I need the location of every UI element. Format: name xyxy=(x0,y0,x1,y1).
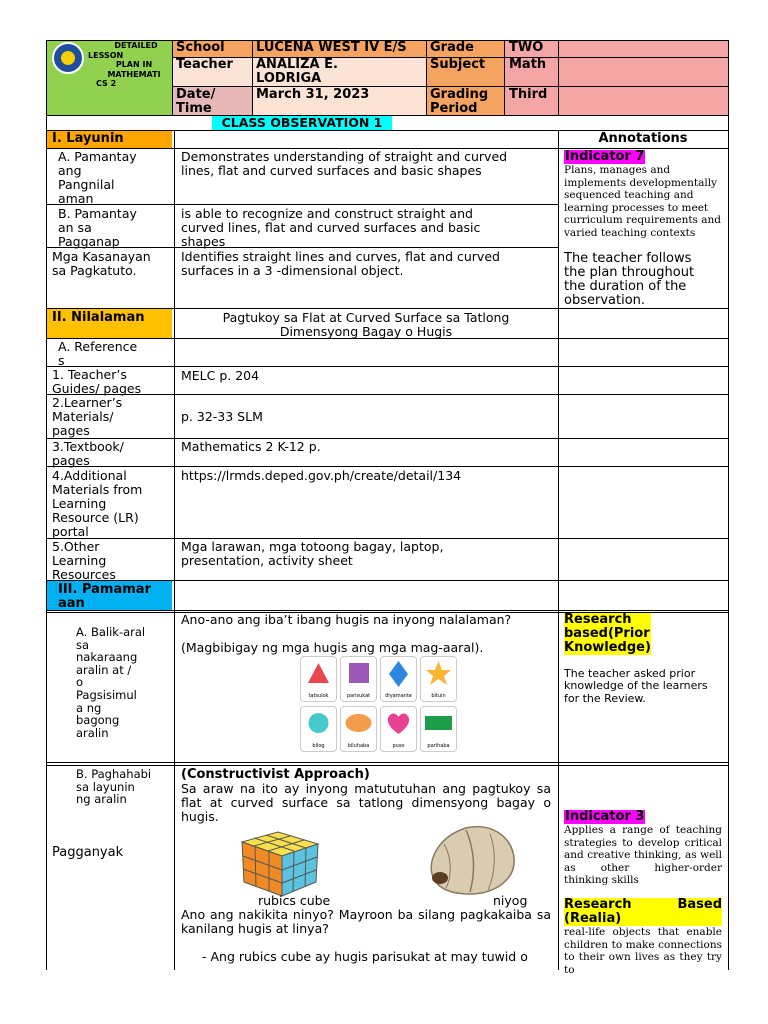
teachers-guides-label: 1. Teacher’s Guides/ pages xyxy=(52,367,142,396)
date-value: March 31, 2023 xyxy=(256,87,370,102)
seal-icon xyxy=(61,51,75,65)
logo-line: MATHEMATI xyxy=(107,69,161,79)
school-value: LUCENA WEST IV E/S xyxy=(256,40,407,55)
nilalaman-topic: Pagtukoy sa Flat at Curved Surface sa Tatlong Dimensyong Bagay o Hugis xyxy=(222,310,510,339)
rubiks-cube-image xyxy=(232,828,324,898)
research-based-prior-knowledge: Research based(Prior Knowledge) xyxy=(564,612,651,655)
logo-line: LESSON xyxy=(88,50,124,60)
prior-knowledge-note: The teacher asked prior knowledge of the learners for the Review. xyxy=(564,667,708,705)
indicator-3-text: Applies a range of teaching strategies to develop critical and creative thinking, as well as other higher-order thinking skills xyxy=(564,824,722,886)
rectangle-icon xyxy=(421,707,456,741)
shape-card-biluhaba xyxy=(340,706,377,752)
logo-text xyxy=(82,41,172,89)
shape-name: parisukat xyxy=(346,693,371,699)
research-based-realia: Research Based (Realia) xyxy=(564,897,722,926)
annotations-heading: Annotations xyxy=(598,131,688,146)
teacher-label: Teacher xyxy=(176,57,233,72)
pamantayan-sa-pagganap-text: is able to recognize and construct straight and curved lines, flat and curved surfaces and basic shapes xyxy=(181,206,481,249)
textbook-value: Mathematics 2 K-12 p. xyxy=(181,439,321,454)
shape-name: parihaba xyxy=(427,743,450,749)
grading-period-label: Grading Period xyxy=(430,87,489,116)
shape-card-parihaba xyxy=(420,706,457,752)
additional-materials-label: 4.Additional Materials from Learning Resource (LR) portal xyxy=(52,468,143,539)
pamantayang-pangnilalaman-text: Demonstrates understanding of straight and curved lines, flat and curved surfaces and basic shapes xyxy=(181,149,508,178)
grading-period-value: Third xyxy=(509,87,548,102)
shape-name: tatsulok xyxy=(308,693,329,699)
realia-text: real-life objects that enable children to make connections to their own lives as they try to xyxy=(564,926,722,976)
extra-header-cell xyxy=(558,40,728,115)
shape-name: puso xyxy=(392,743,405,749)
logo-line: PLAN IN xyxy=(115,60,153,69)
kasanayan-text: Identifies straight lines and curves, flat and curved surfaces in a 3 -dimensional object. xyxy=(181,249,500,278)
indicator-7-badge: Indicator 7 xyxy=(565,149,645,164)
shape-card-tatsulok xyxy=(300,656,337,702)
pagganyak-label: Pagganyak xyxy=(52,845,124,860)
learners-materials-value: p. 32-33 SLM xyxy=(181,409,263,424)
lrmds-link[interactable]: https://lrmds.deped.gov.ph/create/detail/134 xyxy=(181,468,462,483)
other-resources-label: 5.Other Learning Resources xyxy=(52,539,116,582)
shape-name: bilog xyxy=(312,743,325,749)
textbook-label: 3.Textbook/ pages xyxy=(52,439,124,468)
shape-name: biluhaba xyxy=(347,743,370,749)
teachers-guides-value: MELC p. 204 xyxy=(181,368,260,383)
indicator-7-text: Plans, manages and implements developmentally sequenced teaching and learning processes to meet curriculum requirements and varied teaching contexts xyxy=(564,164,722,239)
square-icon xyxy=(341,657,376,691)
subject-value: Math xyxy=(509,57,547,72)
diamond-icon xyxy=(381,657,416,691)
layunin-heading: I. Layunin xyxy=(52,131,124,146)
logo-line: DETAILED xyxy=(114,41,158,50)
heart-icon xyxy=(381,707,416,741)
star-icon xyxy=(421,657,456,691)
deped-logo xyxy=(52,42,84,74)
circle-icon xyxy=(301,707,336,741)
paghahabi-label: B. Paghahabi sa layunin ng aralin xyxy=(76,767,152,807)
indicator-3-badge: Indicator 3 xyxy=(565,809,645,824)
shape-card-bituin xyxy=(420,656,457,702)
rubics-caption: rubics cube xyxy=(258,893,331,908)
kasanayan-label: Mga Kasanayan sa Pagkatuto. xyxy=(52,249,151,278)
shape-name: diyamante xyxy=(385,693,412,699)
grade-label: Grade xyxy=(430,40,474,55)
shape-card-bilog xyxy=(300,706,337,752)
paghahabi-text: Sa araw na ito ay inyong matututuhan ang pagtukoy sa flat at curved surface sa tatlong dimensyong bagay o hugis. xyxy=(181,781,551,824)
shape-card-puso xyxy=(380,706,417,752)
references-label: A. Reference s xyxy=(58,339,138,368)
shapes-grid xyxy=(300,656,458,752)
observation-title: CLASS OBSERVATION 1 xyxy=(221,115,383,130)
constructivist-approach: (Constructivist Approach) xyxy=(181,767,370,782)
rubiks-cube-icon xyxy=(232,828,324,898)
shape-card-diyamante xyxy=(380,656,417,702)
subject-label: Subject xyxy=(430,57,486,72)
coconut-image xyxy=(424,818,520,898)
niyog-caption: niyog xyxy=(493,893,528,908)
paghahabi-question: Ano ang nakikita ninyo? Mayroon ba silang pagkakaiba sa kanilang hugis at linya? xyxy=(181,907,551,936)
triangle-icon xyxy=(301,657,336,691)
teacher-value: ANALIZA E. LODRIGA xyxy=(256,57,338,86)
layunin-annotation-note: The teacher follows the plan throughout the duration of the observation. xyxy=(564,251,695,308)
coconut-icon xyxy=(424,818,520,898)
shape-card-parisukat xyxy=(340,656,377,702)
date-label: Date/ Time xyxy=(176,87,216,116)
balik-aral-instruction: (Magbibigay ng mga hugis ang mga mag-aaral). xyxy=(181,640,484,655)
pamantayan-sa-pagganap-label: B. Pamantay an sa Pagganap xyxy=(58,206,137,249)
nilalaman-heading: II. Nilalaman xyxy=(52,310,145,325)
grade-value: TWO xyxy=(509,40,544,55)
balik-aral-label: A. Balik-aral sa nakaraang aralin at / o Pagsisimul a ng bagong aralin xyxy=(76,625,146,740)
oval-icon xyxy=(341,707,376,741)
shape-name: bituin xyxy=(431,693,446,699)
paghahabi-bullet: - Ang rubics cube ay hugis parisukat at may tuwid o xyxy=(202,949,528,964)
learners-materials-label: 2.Learner’s Materials/ pages xyxy=(52,395,123,438)
logo-line: CS 2 xyxy=(96,79,117,88)
other-resources-value: Mga larawan, mga totoong bagay, laptop, presentation, activity sheet xyxy=(181,539,444,568)
school-label: School xyxy=(176,40,225,55)
balik-aral-question: Ano-ano ang iba’t ibang hugis na inyong nalalaman? xyxy=(181,612,512,627)
pamantayang-pangnilalaman-label: A. Pamantay ang Pangnilal aman xyxy=(58,149,137,206)
pamamaraan-heading: III. Pamamar aan xyxy=(58,582,151,611)
